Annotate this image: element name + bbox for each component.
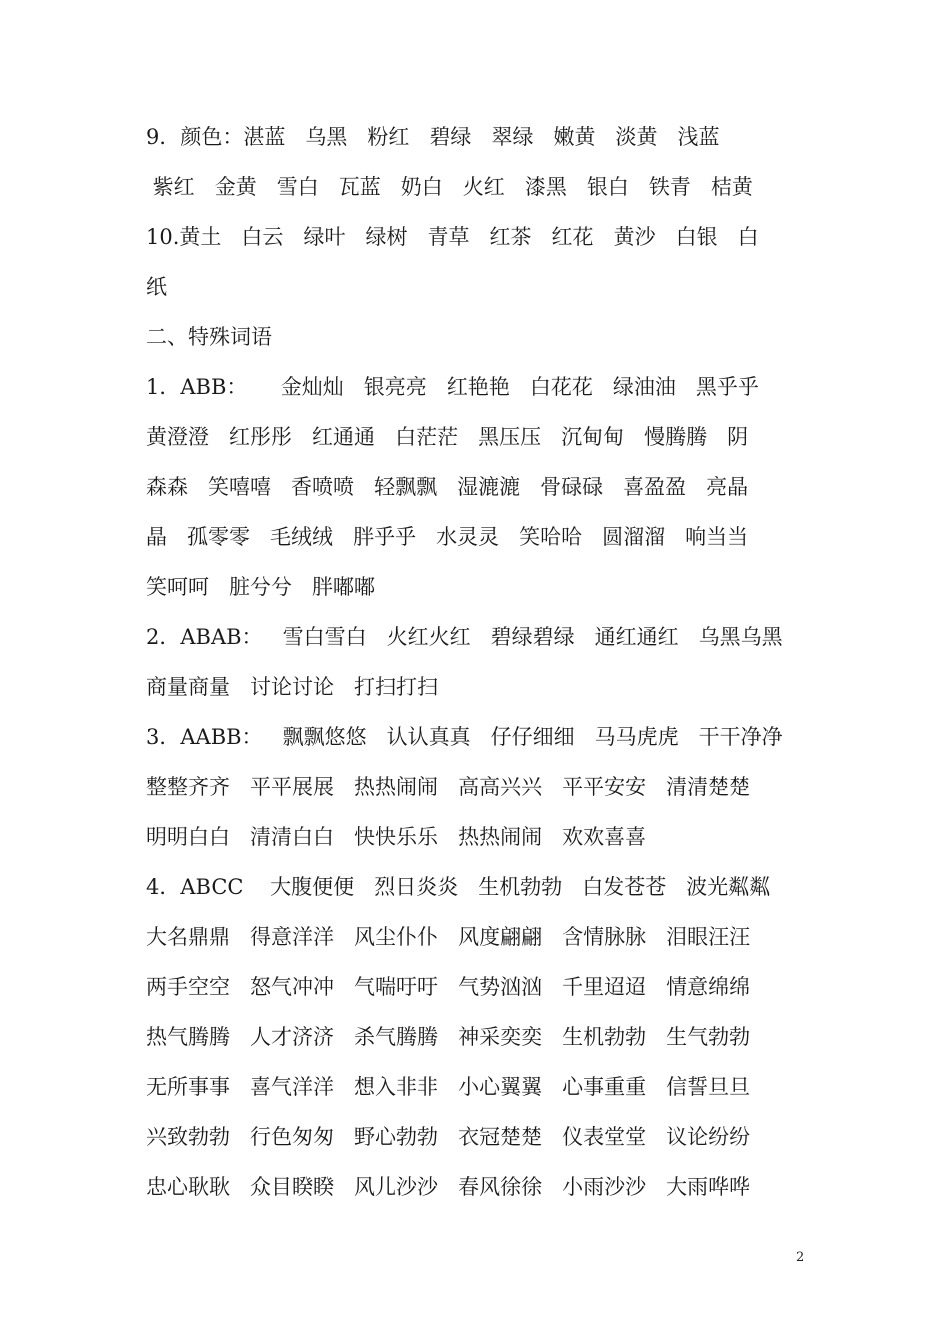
text-line: 4．ABCC 大腹便便 烈日炎炎 生机勃勃 白发苍苍 波光粼粼 xyxy=(146,875,771,899)
text-line: 10.黄土 白云 绿叶 绿树 青草 红茶 红花 黄沙 白银 白 xyxy=(146,225,759,249)
text-line: 整整齐齐 平平展展 热热闹闹 高高兴兴 平平安安 清清楚楚 xyxy=(146,775,751,799)
text-line: 森森 笑嘻嘻 香喷喷 轻飘飘 湿漉漉 骨碌碌 喜盈盈 亮晶 xyxy=(146,475,749,499)
text-line: 紫红 金黄 雪白 瓦蓝 奶白 火红 漆黑 银白 铁青 桔黄 xyxy=(146,175,753,199)
text-line: 商量商量 讨论讨论 打扫打扫 xyxy=(146,675,439,699)
text-line: 1．ABB： 金灿灿 银亮亮 红艳艳 白花花 绿油油 黑乎乎 xyxy=(146,375,759,399)
text-line: 明明白白 清清白白 快快乐乐 热热闹闹 欢欢喜喜 xyxy=(146,825,647,849)
text-line: 笑呵呵 脏兮兮 胖嘟嘟 xyxy=(146,575,376,599)
section-heading: 二、特殊词语 xyxy=(146,325,272,349)
text-line: 热气腾腾 人才济济 杀气腾腾 神采奕奕 生机勃勃 生气勃勃 xyxy=(146,1025,751,1049)
page-number: 2 xyxy=(796,1250,805,1265)
text-line: 2．ABAB： 雪白雪白 火红火红 碧绿碧绿 通红通红 乌黑乌黑 xyxy=(146,625,783,649)
text-line: 兴致勃勃 行色匆匆 野心勃勃 衣冠楚楚 仪表堂堂 议论纷纷 xyxy=(146,1125,751,1149)
text-line: 3．AABB： 飘飘悠悠 认认真真 仔仔细细 马马虎虎 干干净净 xyxy=(146,725,783,749)
text-line: 无所事事 喜气洋洋 想入非非 小心翼翼 心事重重 信誓旦旦 xyxy=(146,1075,751,1099)
document-body xyxy=(146,112,826,1212)
text-line: 9．颜色：湛蓝 乌黑 粉红 碧绿 翠绿 嫩黄 淡黄 浅蓝 xyxy=(146,125,720,149)
text-line: 大名鼎鼎 得意洋洋 风尘仆仆 风度翩翩 含情脉脉 泪眼汪汪 xyxy=(146,925,751,949)
text-line: 黄澄澄 红彤彤 红通通 白茫茫 黑压压 沉甸甸 慢腾腾 阴 xyxy=(146,425,749,449)
text-line: 忠心耿耿 众目睽睽 风儿沙沙 春风徐徐 小雨沙沙 大雨哗哗 xyxy=(146,1175,751,1199)
text-line: 纸 xyxy=(146,275,167,299)
text-line: 晶 孤零零 毛绒绒 胖乎乎 水灵灵 笑哈哈 圆溜溜 响当当 xyxy=(146,525,749,549)
text-line: 两手空空 怒气冲冲 气喘吁吁 气势汹汹 千里迢迢 情意绵绵 xyxy=(146,975,751,999)
